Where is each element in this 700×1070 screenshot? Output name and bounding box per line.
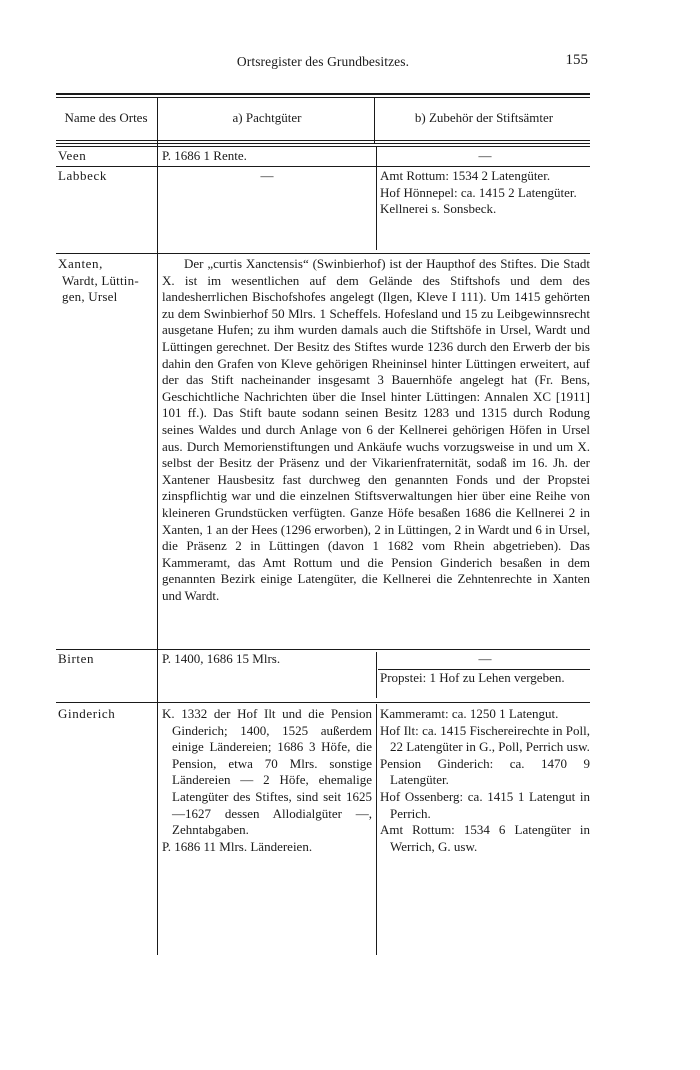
place-xanten-line: Wardt, Lüttin-	[62, 272, 139, 288]
row-rule-veen	[56, 146, 590, 147]
labbeck-entry: Hof Hönnepel: ca. 1415 2 Latengüter.	[380, 184, 577, 200]
running-title: Ortsregister des Grundbesitzes.	[236, 54, 410, 69]
labbeck-entry: Kellnerei s. Sonsbeck.	[380, 201, 497, 217]
birten-col-b-dash: —	[478, 651, 492, 666]
header-col-b: b) Zubehör der Stiftsämter	[414, 110, 554, 125]
ginderich-entry: P. 1686 11 Mlrs. Ländereien.	[162, 838, 313, 854]
column-rule-2-header	[374, 97, 375, 143]
veen-col-a: P. 1686 1 Rente.	[162, 148, 247, 163]
birten-entry: Propstei: 1 Hof zu Lehen vergeben.	[380, 670, 565, 685]
ginderich-entry: K. 1332 der Hof Ilt und die Pension Ginderich; 1400, 1525 außerdem einige Ländereien; 1686 3 Höfe, die Pension, etwa 70 Mlrs. sonstige Ländereien — 2 Höfe, ehemalige Latengüter des Stiftes, sind seit 1625—1627 dessen Allodialgüter —, Zehntabgaben.	[162, 706, 372, 838]
birten-col-a: P. 1400, 1686 15 Mlrs.	[162, 651, 281, 666]
column-rule-2-c	[376, 704, 377, 955]
row-rule-birten	[56, 649, 590, 650]
place-ginderich: Ginderich	[58, 706, 116, 721]
ginderich-col-b	[380, 706, 590, 855]
veen-col-b: —	[478, 148, 492, 163]
header-rule	[56, 140, 590, 141]
ginderich-entry: Amt Rottum: 1534 6 Latengüter in Werrich, G. usw.	[380, 822, 590, 854]
labbeck-entry: Amt Rottum: 1534 2 Latengüter.	[380, 168, 551, 183]
running-head	[56, 54, 590, 74]
column-rule-2-b	[376, 652, 377, 698]
place-veen: Veen	[58, 148, 87, 163]
page-number: 155	[565, 52, 588, 68]
place-xanten	[58, 256, 156, 306]
ginderich-entry: Hof Ossenberg: ca. 1415 1 Latengut in Perrich.	[380, 788, 590, 821]
ginderich-entry: Hof Ilt: ca. 1415 Fischereirechte in Poll, 22 Latengüter in G., Poll, Perrich usw.	[380, 722, 590, 755]
xanten-paragraph: Der „curtis Xanctensis“ (Swinbierhof) ist der Haupthof des Stiftes. Die Stadt X. ist im wesentlichen auf dem Gelände des Stiftshofs und dem des landesherrlichen Bischofshofes angelegt (Ilgen, Kleve I 111). Um 1415 gehörten zu dem Swinbierhof 50 Mlrs. 1 Scheffels. Hofesland und 15 zu Leibgewinnsrecht ausgetane Hufen; zu ihm wurden damals auch die Stiftshöfe in Ursel, Wardt und Lüttingen gerechnet. Der Besitz des Stiftes wurde 1236 durch den Erwerb der bis dahin den Grafen von Kleve gehörigen Rheininsel hinter Lüttingen erweitert, auf der das Stift nacheinander insgesamt 3 Bauernhöfe angelegt hat (Fr. Bens, Geschichtliche Nachrichten über die Insel hinter Lüttingen: Annalen XC [1911] 101 ff.). Das Stift baute sodann seinen Besitz 1283 und 1315 durch Rodung seines Waldes und durch Anlage von 6 der Kellnerei gehörigen Höfen in Ursel aus. Durch Memorienstiftungen und Ankäufe wuchs vorzugsweise in und um X. selbst der Besitz der Präsenz und der Vikarienfraternität, sodaß im 16. Jh. der Xantener Hausbesitz fast durchweg den genannten Fonds und der Propstei zinspflichtig war und die einzelnen Stiftsverwaltungen hier über eine Reihe von kleineren Grundstücken verfügten. Ganze Höfe besaßen 1686 die Kellnerei 2 in Xanten, 1 an der Hees (1296 erworben), 2 in Lüttingen, 2 in Wardt und 6 in Ursel, die Präsenz 2 in Lüttingen (davon 1 1682 vom Rhein abgetrieben). Das Kammeramt, das Amt Rottum und die Pension Ginderich besaßen in dem genannten Bezirk einige Latengüter, die Kellnerei die Zehntenrechte in Xanten und Wardt.	[162, 256, 590, 603]
header-col-a: a) Pachtgüter	[232, 110, 302, 125]
place-xanten-line: gen, Ursel	[62, 289, 118, 305]
ginderich-entry: Pension Ginderich: ca. 1470 9 Latengüter.	[380, 755, 590, 788]
ginderich-entry: Kammeramt: ca. 1250 1 Latengut.	[380, 706, 559, 721]
birten-col-b	[380, 670, 590, 687]
labbeck-col-a: —	[260, 168, 274, 183]
xanten-text	[162, 256, 590, 604]
place-birten: Birten	[58, 651, 95, 666]
row-rule-xanten	[56, 253, 590, 254]
table-top-rule-thin	[56, 97, 590, 98]
labbeck-col-b	[380, 168, 590, 218]
row-rule-ginderich	[56, 702, 590, 703]
ginderich-col-a	[162, 706, 372, 855]
column-rule-2-a	[376, 146, 377, 250]
table-top-rule	[56, 93, 590, 95]
column-rule-1	[157, 97, 158, 955]
place-labbeck: Labbeck	[58, 168, 107, 183]
place-xanten-line: Xanten,	[58, 256, 103, 271]
header-place: Name des Ortes	[64, 110, 148, 125]
header-rule-thin	[56, 143, 590, 144]
row-rule-labbeck	[56, 166, 590, 167]
